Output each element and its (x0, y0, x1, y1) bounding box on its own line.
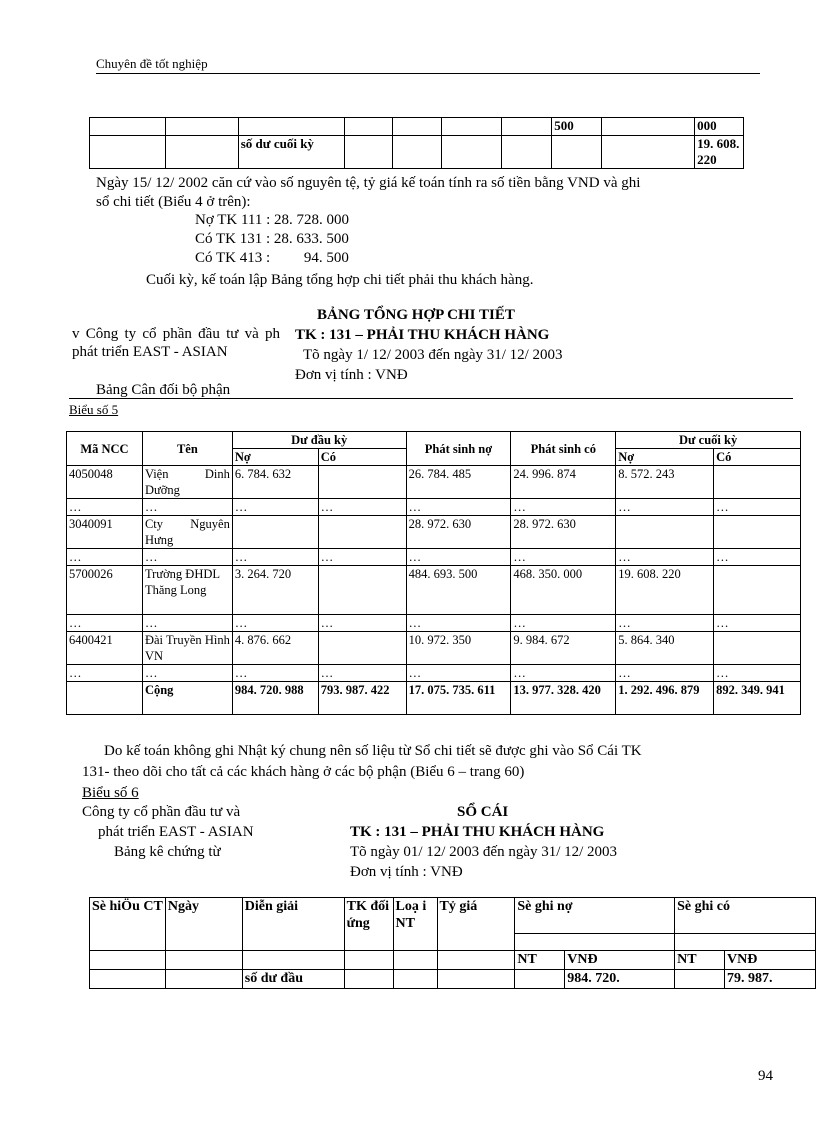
top-cell-000: 000 (695, 118, 744, 136)
col-opening: Dư đầu kỳ (232, 432, 406, 449)
cell: … (511, 665, 616, 682)
cell: 3040091 (67, 516, 143, 549)
cell: … (511, 549, 616, 566)
col-desc: Diễn giải (242, 898, 344, 951)
cell: … (67, 549, 143, 566)
table-total-row (67, 682, 801, 715)
top-table (89, 117, 787, 169)
col-closing: Dư cuối kỳ (616, 432, 801, 449)
cell: 468. 350. 000 (511, 566, 616, 615)
cell: 8. 572. 243 (616, 466, 714, 499)
col-credit-nt: NT (675, 951, 725, 970)
col-debit-nt: NT (515, 951, 565, 970)
table-row (67, 549, 801, 566)
cell: … (406, 499, 511, 516)
ledger-doc: Bảng kê chứng từ (114, 844, 221, 860)
cell: … (616, 499, 714, 516)
cell: 484. 693. 500 (406, 566, 511, 615)
ledger-title: SỔ CÁI (457, 804, 509, 820)
cell: 4. 876. 662 (232, 632, 318, 665)
cell: … (714, 665, 801, 682)
total-label: Cộng (142, 682, 232, 715)
cell: Cty Nguyên Hưng (142, 516, 232, 549)
col-credit: Sè ghi có (675, 898, 816, 934)
page-number: 94 (758, 1068, 773, 1084)
opening-label: số dư đầu (242, 970, 344, 989)
closing-balance-value: 19. 608. 220 (695, 136, 744, 169)
col-closing-co: Có (714, 449, 801, 466)
cell: 6400421 (67, 632, 143, 665)
entry-credit-131: Có TK 131 : 28. 633. 500 (195, 231, 349, 247)
ledger-table (89, 897, 816, 989)
cell: … (406, 615, 511, 632)
cell: 10. 972. 350 (406, 632, 511, 665)
cell: … (67, 665, 143, 682)
cell (67, 682, 143, 715)
col-rate: Tỷ giá (437, 898, 515, 951)
summary-table (66, 431, 801, 715)
ledger-company2: phát triển EAST - ASIAN (98, 824, 254, 840)
cell: 28. 972. 630 (511, 516, 616, 549)
col-name: Tên (142, 432, 232, 466)
cell: 4050048 (67, 466, 143, 499)
col-opening-no: Nợ (232, 449, 318, 466)
cell: … (616, 665, 714, 682)
cell: … (67, 615, 143, 632)
cell: 19. 608. 220 (616, 566, 714, 615)
top-cell-500: 500 (552, 118, 602, 136)
ledger-subheader-row (90, 951, 816, 970)
ledger-account: TK : 131 – PHẢI THU KHÁCH HÀNG (350, 824, 605, 840)
cell: 793. 987. 422 (318, 682, 406, 715)
cell: … (406, 549, 511, 566)
entry-credit-413: Có TK 413 : 94. 500 (195, 250, 349, 266)
para2-line1: Do kế toán không ghi Nhật ký chung nên số liệu từ Sổ chi tiết sẽ được ghi vào Sổ Cái TK (104, 743, 642, 759)
cell: … (232, 615, 318, 632)
cell: 5. 864. 340 (616, 632, 714, 665)
cell: … (714, 615, 801, 632)
opening-credit: 79. 987. (725, 970, 816, 989)
cell (318, 466, 406, 499)
col-credit-vnd: VNĐ (725, 951, 816, 970)
cell: … (232, 499, 318, 516)
ledger-unit: Đơn vị tính : VNĐ (350, 864, 463, 880)
cell: … (318, 499, 406, 516)
table5-header-row (67, 432, 801, 449)
para1-line1: Ngày 15/ 12/ 2002 căn cứ vào số nguyên tệ, tỷ giá kế toán tính ra số tiền bằng VND và ghi (96, 175, 641, 191)
cell: 984. 720. 988 (232, 682, 318, 715)
ledger-period: Tõ ngày 01/ 12/ 2003 đến ngày 31/ 12/ 2003 (350, 844, 618, 860)
cell (318, 516, 406, 549)
cell: … (714, 499, 801, 516)
table-row (67, 566, 801, 615)
cell: 1. 292. 496. 879 (616, 682, 714, 715)
cell: 24. 996. 874 (511, 466, 616, 499)
table-row (67, 516, 801, 549)
cell: … (142, 665, 232, 682)
document-header: Chuyên đề tốt nghiệp (96, 56, 208, 71)
company-line: v Công ty cổ phần đầu tư và ph phát triển EAST - ASIAN (72, 326, 280, 360)
cell: … (142, 615, 232, 632)
top-table-row (90, 136, 787, 169)
table-row (67, 499, 801, 516)
cell: 17. 075. 735. 611 (406, 682, 511, 715)
cell (714, 566, 801, 615)
cell (318, 566, 406, 615)
ledger-header-row (90, 898, 816, 934)
col-debit: Phát sinh nợ (406, 432, 511, 466)
cell (714, 466, 801, 499)
cell: Đài Truyền Hình VN (142, 632, 232, 665)
summary-unit: Đơn vị tính : VNĐ (295, 367, 408, 383)
cell (232, 516, 318, 549)
opening-debit: 984. 720. (565, 970, 675, 989)
cell: 892. 349. 941 (714, 682, 801, 715)
cell: 28. 972. 630 (406, 516, 511, 549)
cell: … (318, 615, 406, 632)
table-row (67, 632, 801, 665)
summary-period: Tõ ngày 1/ 12/ 2003 đến ngày 31/ 12/ 2003 (303, 347, 563, 363)
cell: 13. 977. 328. 420 (511, 682, 616, 715)
table-row (67, 665, 801, 682)
cell: … (406, 665, 511, 682)
summary-divider (69, 398, 793, 399)
header-divider (96, 73, 760, 74)
cell: 6. 784. 632 (232, 466, 318, 499)
table5-label: Biểu số 5 (69, 402, 119, 417)
para2-line2: 131- theo dõi cho tất cả các khách hàng ở các bộ phận (Biểu 6 – trang 60) (82, 764, 525, 780)
cell: … (714, 549, 801, 566)
cell: … (511, 499, 616, 516)
para1-line2: sổ chi tiết (Biểu 4 ở trên): (96, 194, 251, 210)
cell (714, 632, 801, 665)
col-opening-co: Có (318, 449, 406, 466)
cell: … (232, 665, 318, 682)
para1-closing: Cuối kỳ, kế toán lập Bảng tổng hợp chi tiết phải thu khách hàng. (146, 272, 534, 288)
table6-label: Biểu số 6 (82, 785, 139, 801)
cell: … (232, 549, 318, 566)
cell: … (142, 549, 232, 566)
cell: … (142, 499, 232, 516)
cell: Trường ĐHDL Thăng Long (142, 566, 232, 615)
cell (616, 516, 714, 549)
table-row (90, 970, 816, 989)
cell: … (511, 615, 616, 632)
cell: … (67, 499, 143, 516)
cell: 3. 264. 720 (232, 566, 318, 615)
top-table-row (90, 118, 787, 136)
cell (714, 516, 801, 549)
cell: … (616, 549, 714, 566)
col-closing-no: Nợ (616, 449, 714, 466)
col-debit-vnd: VNĐ (565, 951, 675, 970)
col-debit: Sè ghi nợ (515, 898, 675, 934)
dept-name: Bảng Cân đối bộ phận (96, 382, 231, 398)
table-row (67, 466, 801, 499)
cell: … (318, 665, 406, 682)
cell: … (616, 615, 714, 632)
col-date: Ngày (165, 898, 242, 951)
entry-debit-111: Nợ TK 111 : 28. 728. 000 (195, 212, 350, 228)
col-type: Loạ i NT (393, 898, 437, 951)
col-doc-num: Sè hiÖu CT (90, 898, 166, 951)
cell: 9. 984. 672 (511, 632, 616, 665)
cell (318, 632, 406, 665)
cell: Viện Dinh Dưỡng (142, 466, 232, 499)
summary-title: BẢNG TỔNG HỢP CHI TIẾT (317, 307, 515, 323)
col-code: Mã NCC (67, 432, 143, 466)
cell: … (318, 549, 406, 566)
col-credit: Phát sinh có (511, 432, 616, 466)
ledger-company1: Công ty cổ phần đầu tư và (82, 804, 241, 820)
summary-account: TK : 131 – PHẢI THU KHÁCH HÀNG (295, 327, 550, 343)
table-row (67, 615, 801, 632)
cell: 26. 784. 485 (406, 466, 511, 499)
cell: 5700026 (67, 566, 143, 615)
closing-balance-label: số dư cuối kỳ (238, 136, 344, 169)
col-tk: TK đối ứng (344, 898, 393, 951)
